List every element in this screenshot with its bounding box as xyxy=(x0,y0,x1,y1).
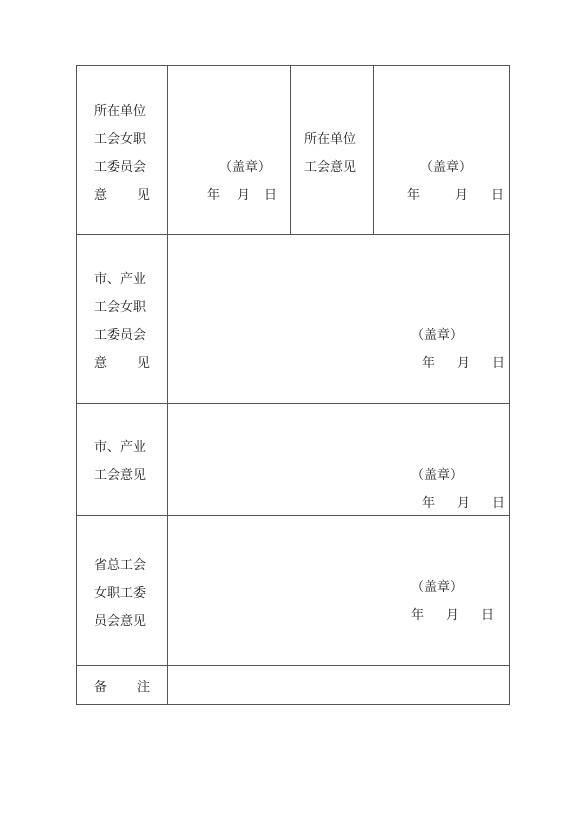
label-line: 意 见 xyxy=(94,188,150,203)
seal-placeholder: （盖章） xyxy=(411,328,464,343)
provincial-women-committee-label xyxy=(94,552,150,636)
label-line: 工会意见 xyxy=(304,160,357,175)
label-line: 所在单位 xyxy=(94,104,147,119)
column-divider xyxy=(167,66,168,704)
date-placeholder xyxy=(407,182,507,210)
unit-union-label xyxy=(304,126,360,182)
date-year: 年 xyxy=(422,356,436,371)
date-day: 日 xyxy=(491,188,505,203)
date-year: 年 xyxy=(407,188,421,203)
date-day: 日 xyxy=(264,188,278,203)
column-divider xyxy=(290,66,291,234)
unit-women-committee-label xyxy=(94,98,150,210)
label-line: 员会意见 xyxy=(94,614,147,629)
date-year: 年 xyxy=(411,608,425,623)
date-day: 日 xyxy=(481,608,495,623)
label-line: 工会女职 xyxy=(94,132,147,147)
date-month: 月 xyxy=(457,496,471,511)
date-year: 年 xyxy=(207,188,221,203)
date-month: 月 xyxy=(455,188,469,203)
date-year: 年 xyxy=(422,496,436,511)
city-industry-women-committee-label xyxy=(94,266,150,378)
date-placeholder xyxy=(207,182,287,210)
date-month: 月 xyxy=(457,356,471,371)
column-divider xyxy=(373,66,374,234)
date-day: 日 xyxy=(492,496,506,511)
date-placeholder xyxy=(422,350,507,378)
label-line: 意 见 xyxy=(94,356,150,371)
date-month: 月 xyxy=(237,188,251,203)
date-month: 月 xyxy=(446,608,460,623)
label-line: 女职工委 xyxy=(94,586,147,601)
approval-form-table xyxy=(76,65,510,705)
seal-placeholder: （盖章） xyxy=(411,468,464,483)
city-industry-union-label xyxy=(94,434,150,490)
date-placeholder xyxy=(422,490,507,518)
label-line: 省总工会 xyxy=(94,558,147,573)
label-line: 市、产业 xyxy=(94,440,147,455)
row-divider xyxy=(77,403,509,404)
label-line: 工委员会 xyxy=(94,328,147,343)
label-line: 工会女职 xyxy=(94,300,147,315)
label-line: 工会意见 xyxy=(94,468,147,483)
label-line: 所在单位 xyxy=(304,132,357,147)
seal-placeholder: （盖章） xyxy=(420,160,473,175)
remarks-field[interactable] xyxy=(168,666,509,704)
label-line: 备 注 xyxy=(94,680,150,695)
label-line: 市、产业 xyxy=(94,272,147,287)
remarks-label xyxy=(94,674,150,702)
date-day: 日 xyxy=(492,356,506,371)
date-placeholder xyxy=(411,602,496,630)
seal-placeholder: （盖章） xyxy=(411,580,464,595)
label-line: 工委员会 xyxy=(94,160,147,175)
seal-placeholder: （盖章） xyxy=(219,160,272,175)
row-divider xyxy=(77,234,509,235)
